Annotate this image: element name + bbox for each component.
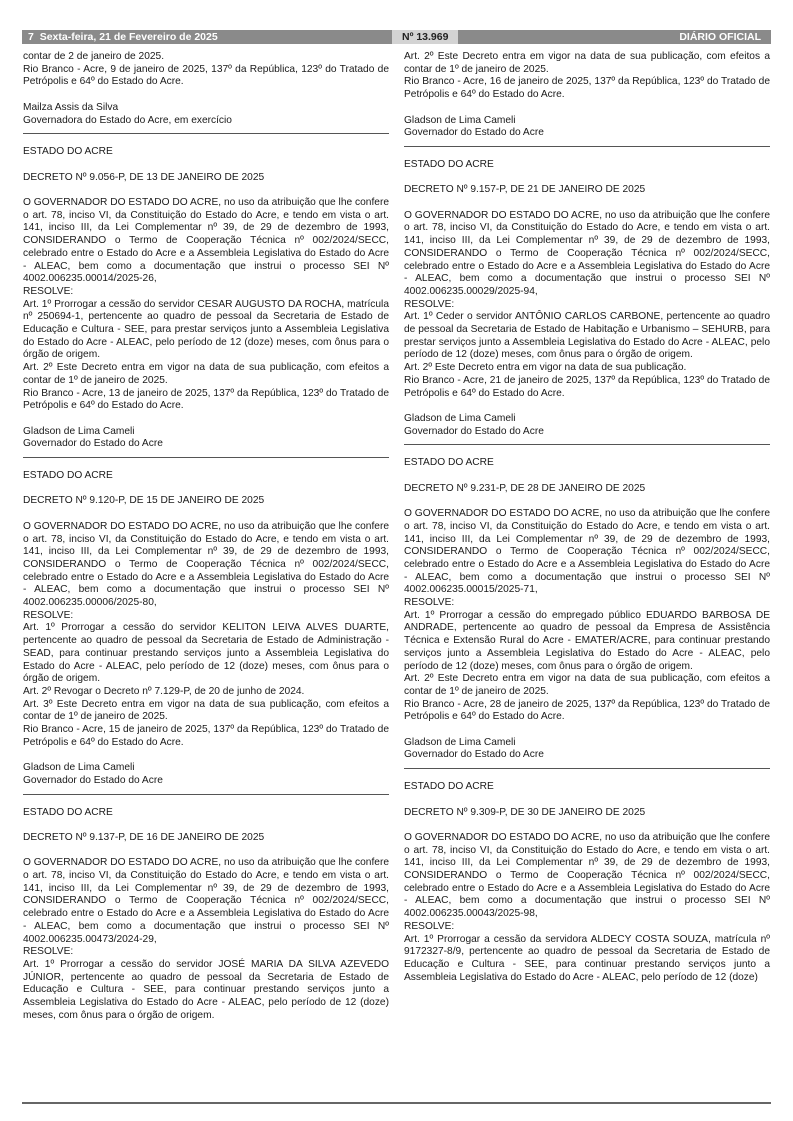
text-paragraph: Gladson de Lima Cameli — [23, 762, 135, 774]
header-left — [28, 30, 218, 44]
text-paragraph: ESTADO DO ACRE — [23, 470, 113, 482]
spacer — [23, 89, 389, 102]
section-divider — [404, 146, 770, 147]
section-divider — [404, 444, 770, 445]
text-paragraph: DECRETO Nº 9.309-P, DE 30 DE JANEIRO DE 2025 — [404, 806, 646, 818]
text-paragraph: Rio Branco - Acre, 15 de janeiro de 2025, 137º da República, 123º do Tratado de Petrópolis e 64º do Estado do Acre. — [23, 724, 389, 748]
text-paragraph: DECRETO Nº 9.120-P, DE 15 DE JANEIRO DE 2025 — [23, 495, 265, 507]
text-paragraph: Gladson de Lima Cameli — [404, 736, 516, 748]
text-paragraph: contar de 2 de janeiro de 2025. — [23, 51, 165, 62]
text-paragraph: Governador do Estado do Acre — [23, 438, 163, 450]
text-paragraph: Gladson de Lima Cameli — [404, 412, 516, 424]
spacer — [23, 159, 389, 172]
text-paragraph: Art. 1º Prorrogar a cessão da servidora ALDECY COSTA SOUZA, matrícula nº 9172327-8/9, pertencente ao quadro de pessoal da Secretaria de Estado de Educação e Cultura - SEE, para continuar prestando serviços junto a Assembleia Legislativa do Estado do Acre - ALEAC, pelo período de 12 (doze) — [404, 933, 770, 983]
text-paragraph: Rio Branco - Acre, 28 de janeiro de 2025, 137º da República, 123º do Tratado de Petrópolis e 64º do Estado do Acre. — [404, 698, 770, 723]
section-divider — [23, 133, 389, 134]
text-paragraph: O GOVERNADOR DO ESTADO DO ACRE, no uso da atribuição que lhe confere o art. 78, inciso VI, da Constituição do Estado do Acre, e tendo em vista o art. 141, inciso III, da Lei Complementar nº 39, de 29 de dezembro de 1993, CONSIDERANDO o Termo de Cooperação Técnica nº 002/2024/SECC, celebrado entre o Estado do Acre e a Assembleia Legislativa do Estado do Acre - ALEAC, bem como a documentação que instrui o processo SEI Nº 4002.006235.00006/2025-80, — [23, 520, 389, 609]
text-paragraph: Art. 2º Revogar o Decreto nº 7.129-P, de 20 de junho de 2024. — [23, 685, 305, 697]
page-number: 7 — [28, 31, 34, 43]
spacer — [23, 184, 389, 197]
section-divider — [23, 457, 389, 458]
text-paragraph: Rio Branco - Acre, 9 de janeiro de 2025, 137º da República, 123º do Tratado de Petrópolis e 64º do Estado do Acre. — [23, 63, 389, 88]
text-paragraph: DECRETO Nº 9.137-P, DE 16 DE JANEIRO DE 2025 — [23, 831, 265, 843]
spacer — [23, 508, 389, 521]
text-paragraph: ESTADO DO ACRE — [23, 146, 113, 158]
text-paragraph: RESOLVE: — [404, 298, 455, 310]
text-paragraph: O GOVERNADOR DO ESTADO DO ACRE, no uso da atribuição que lhe confere o art. 78, inciso VI, da Constituição do Estado do Acre, e tendo em vista o art. 141, inciso III, da Lei Complementar nº 39, de 29 de dezembro de 1993, CONSIDERANDO o Termo de Cooperação Técnica nº 002/2024/SECC, celebrado entre o Estado do Acre e a Assembleia Legislativa do Estado do Acre - ALEAC, bem como a documentação que instrui o processo SEI Nº 4002.006235.00043/2025-98, — [404, 831, 770, 920]
text-paragraph: Rio Branco - Acre, 16 de janeiro de 2025, 137º da República, 123º do Tratado de Petrópolis e 64º do Estado do Acre. — [404, 76, 770, 101]
text-paragraph: Art. 2º Este Decreto entra em vigor na data de sua publicação, com efeitos a contar de 1º de janeiro de 2025. — [404, 673, 770, 697]
spacer — [23, 483, 389, 496]
text-paragraph: RESOLVE: — [404, 597, 455, 609]
text-paragraph: O GOVERNADOR DO ESTADO DO ACRE, no uso da atribuição que lhe confere o art. 78, inciso VI, da Constituição do Estado do Acre, e tendo em vista o art. 141, inciso III, da Lei Complementar nº 39, de 29 de dezembro de 1993, CONSIDERANDO o Termo de Cooperação Técnica nº 002/2024/SECC, celebrado entre o Estado do Acre e a Assembleia Legislativa do Estado do Acre - ALEAC, bem como a documentação que instrui o processo SEI Nº 4002.006235.00015/2025-71, — [404, 508, 770, 596]
text-paragraph: Rio Branco - Acre, 13 de janeiro de 2025, 137º da República, 123º do Tratado de Petrópolis e 64º do Estado do Acre. — [23, 387, 389, 412]
text-paragraph: ESTADO DO ACRE — [23, 806, 113, 818]
spacer — [404, 495, 770, 508]
section-divider — [404, 768, 770, 769]
text-paragraph: Gladson de Lima Cameli — [404, 114, 516, 126]
spacer — [23, 845, 389, 858]
text-paragraph: O GOVERNADOR DO ESTADO DO ACRE, no uso da atribuição que lhe confere o art. 78, inciso VI, da Constituição do Estado do Acre, e tendo em vista o art. 141, inciso III, da Lei Complementar nº 39, de 29 de dezembro de 1993, CONSIDERANDO o Termo de Cooperação Técnica nº 002/2024/SECC, celebrado entre o Estado do Acre e a Assembleia Legislativa do Estado do Acre - ALEAC, bem como a documentação que instrui o processo SEI Nº 4002.006235.00473/2024-29, — [23, 857, 389, 945]
text-paragraph: Governador do Estado do Acre — [23, 774, 163, 786]
text-paragraph: Governador do Estado do Acre — [404, 127, 544, 139]
text-paragraph: DECRETO Nº 9.056-P, DE 13 DE JANEIRO DE 2025 — [23, 171, 265, 183]
spacer — [23, 749, 389, 762]
text-paragraph: Governador do Estado do Acre — [404, 749, 544, 761]
text-paragraph: Rio Branco - Acre, 21 de janeiro de 2025, 137º da República, 123º do Tratado de Petrópolis e 64º do Estado do Acre. — [404, 374, 770, 399]
footer-divider — [22, 1102, 771, 1104]
text-paragraph: Art. 2º Este Decreto entra em vigor na data de sua publicação, com efeitos a contar de 1º de janeiro de 2025. — [404, 51, 770, 75]
text-paragraph: RESOLVE: — [404, 920, 455, 932]
text-paragraph: RESOLVE: — [23, 946, 74, 958]
text-paragraph: O GOVERNADOR DO ESTADO DO ACRE, no uso da atribuição que lhe confere o art. 78, inciso VI, da Constituição do Estado do Acre, e tendo em vista o art. 141, inciso III, da Lei Complementar nº 39, de 29 de dezembro de 1993, CONSIDERANDO o Termo de Cooperação Técnica nº 002/2024/SECC, celebrado entre o Estado do Acre e a Assembleia Legislativa do Estado do Acre - ALEAC, bem como a documentação que instrui o processo SEI Nº 4002.006235.00014/2025-26, — [23, 196, 389, 285]
text-paragraph: ESTADO DO ACRE — [404, 158, 494, 170]
text-paragraph: O GOVERNADOR DO ESTADO DO ACRE, no uso da atribuição que lhe confere o art. 78, inciso VI, da Constituição do Estado do Acre, e tendo em vista o art. 141, inciso III, da Lei Complementar nº 39, de 29 de dezembro de 1993, CONSIDERANDO o Termo de Cooperação Técnica nº 002/2024/SECC, celebrado entre o Estado do Acre e a Assembleia Legislativa do Estado do Acre - ALEAC, bem como a documentação que instrui o processo SEI Nº 4002.006235.00029/2025-94, — [404, 209, 770, 297]
issue-number: Nº 13.969 — [392, 30, 458, 44]
spacer — [404, 172, 770, 185]
text-paragraph: Art. 1º Ceder o servidor ANTÔNIO CARLOS CARBONE, pertencente ao quadro de pessoal da Secretaria de Estado de Habitação e Urbanismo – SEHURB, para prestar serviços junto a Assembleia Legislativa do Estado do Acre - ALEAC, pelo período de 12 (doze) meses, com ônus para o órgão de origem. — [404, 311, 770, 361]
text-paragraph: ESTADO DO ACRE — [404, 457, 494, 469]
spacer — [404, 470, 770, 483]
text-paragraph: Art. 2º Este Decreto entra em vigor na data de sua publicação, com efeitos a contar de 1º de janeiro de 2025. — [23, 362, 389, 386]
left-column — [23, 51, 389, 1022]
text-paragraph: RESOLVE: — [23, 285, 74, 297]
text-paragraph: Gladson de Lima Cameli — [23, 425, 135, 437]
spacer — [404, 197, 770, 210]
text-paragraph: DECRETO Nº 9.231-P, DE 28 DE JANEIRO DE 2025 — [404, 482, 646, 494]
text-paragraph: Art. 1º Prorrogar a cessão do empregado público EDUARDO BARBOSA DE ANDRADE, pertencente ao quadro de pessoal da Empresa de Assistência Técnica e Extensão Rural do Acre - EMATER/ACRE, para continuar prestando serviços junto a Assembleia Legislativa do Estado do Acre - ALEAC, pelo período de 12 (doze) meses, com ônus para o órgão de origem. — [404, 609, 770, 672]
page-header — [22, 30, 771, 44]
text-paragraph: Art. 3º Este Decreto entra em vigor na data de sua publicação, com efeitos a contar de 1º de janeiro de 2025. — [23, 698, 389, 723]
text-paragraph: RESOLVE: — [23, 609, 74, 621]
spacer — [23, 819, 389, 832]
text-paragraph: Art. 1º Prorrogar a cessão do servidor CESAR AUGUSTO DA ROCHA, matrícula nº 250694-1, pertencente ao quadro de pessoal da Secretaria de Estado de Educação e Cultura - SEE, para prestar serviços junto a Assembleia Legislativa do Estado do Acre - ALEAC, pelo período de 12 (doze) meses, com ônus para o órgão de origem. — [23, 298, 389, 361]
text-paragraph: Art. 1º Prorrogar a cessão do servidor KELITON LEIVA ALVES DUARTE, pertencente ao quadro de pessoal da Secretaria de Estado de Administração - SEAD, para continuar prestando serviços junto a Assembleia Legislativa do Estado do Acre - ALEAC, pelo período de 12 (doze) meses, com ônus para o órgão de origem. — [23, 622, 389, 685]
spacer — [404, 102, 770, 115]
spacer — [23, 413, 389, 426]
spacer — [404, 819, 770, 832]
spacer — [404, 724, 770, 737]
text-paragraph: Governador do Estado do Acre — [404, 425, 544, 437]
publication-title: DIÁRIO OFICIAL — [679, 31, 761, 43]
text-paragraph: DECRETO Nº 9.157-P, DE 21 DE JANEIRO DE 2025 — [404, 184, 646, 196]
text-paragraph: Governadora do Estado do Acre, em exercício — [23, 114, 232, 126]
spacer — [404, 794, 770, 807]
right-column — [404, 51, 770, 984]
text-paragraph: Art. 2º Este Decreto entra em vigor na data de sua publicação. — [404, 362, 687, 374]
text-paragraph: Art. 1º Prorrogar a cessão do servidor JOSÉ MARIA DA SILVA AZEVEDO JÚNIOR, pertencente ao quadro de pessoal da Secretaria de Estado de Educação e Cultura - SEE, para continuar prestando serviços junto a Assembleia Legislativa do Estado do Acre - ALEAC, pelo período de 12 (doze) meses, com ônus para o órgão de origem. — [23, 958, 389, 1021]
spacer — [404, 400, 770, 413]
header-date: Sexta-feira, 21 de Fevereiro de 2025 — [39, 31, 218, 43]
text-paragraph: ESTADO DO ACRE — [404, 781, 494, 793]
text-paragraph: Mailza Assis da Silva — [23, 101, 119, 113]
section-divider — [23, 794, 389, 795]
